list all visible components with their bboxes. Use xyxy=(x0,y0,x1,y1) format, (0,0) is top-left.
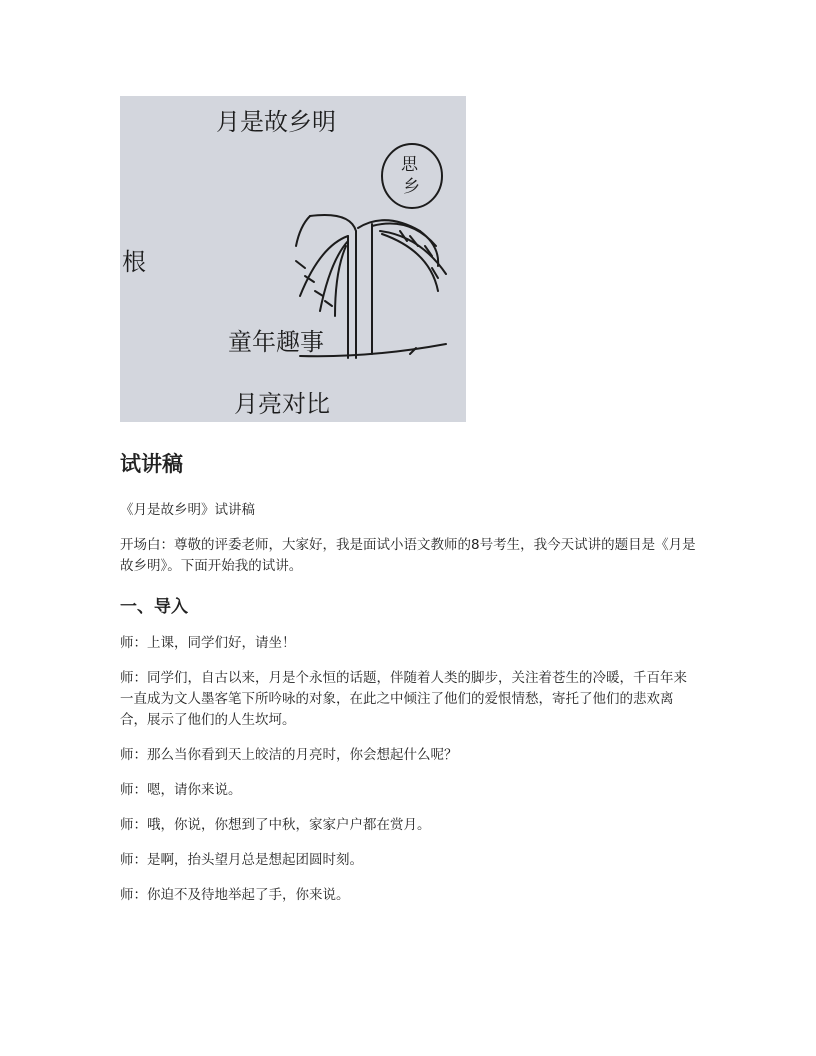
paragraph: 师：上课，同学们好，请坐！ xyxy=(120,635,296,651)
bottom-text: 月亮对比 xyxy=(234,390,330,418)
circle-text-bottom: 乡 xyxy=(403,177,420,197)
side-text: 根 xyxy=(122,248,146,276)
sketch-photo xyxy=(120,96,466,422)
doc-title: 《月是故乡明》试讲稿 xyxy=(120,502,255,518)
section-title: 一、导入 xyxy=(120,597,188,617)
document-page xyxy=(120,96,696,906)
paragraph: 师：是啊，抬头望月总是想起团圆时刻。 xyxy=(120,852,363,868)
paragraph: 师：那么当你看到天上皎洁的月亮时，你会想起什么呢？ xyxy=(120,747,458,763)
moon-circle xyxy=(382,144,442,208)
middle-text: 童年趣事 xyxy=(228,328,324,356)
sketch-drawing xyxy=(120,96,466,422)
paragraph: 师：同学们，自古以来，月是个永恒的话题，伴随着人类的脚步，关注着苍生的冷暖，千百年来一直成为文人墨客笔下所吟咏的对象，在此之中倾注了他们的爱恨情愁，寄托了他们的悲欢离合，展示了他们的人生坎坷。 xyxy=(120,670,687,728)
paragraph: 师：你迫不及待地举起了手，你来说。 xyxy=(120,887,350,903)
circle-text-top: 思 xyxy=(401,155,418,175)
paragraph: 师：哦，你说，你想到了中秋，家家户户都在赏月。 xyxy=(120,817,431,833)
sketch-title: 月是故乡明 xyxy=(216,108,336,136)
page-heading: 试讲稿 xyxy=(120,452,183,476)
paragraph: 师：嗯，请你来说。 xyxy=(120,782,242,798)
opening-paragraph: 开场白：尊敬的评委老师，大家好，我是面试小语文教师的8号考生，我今天试讲的题目是《月是故乡明》。下面开始我的试讲。 xyxy=(120,537,696,574)
